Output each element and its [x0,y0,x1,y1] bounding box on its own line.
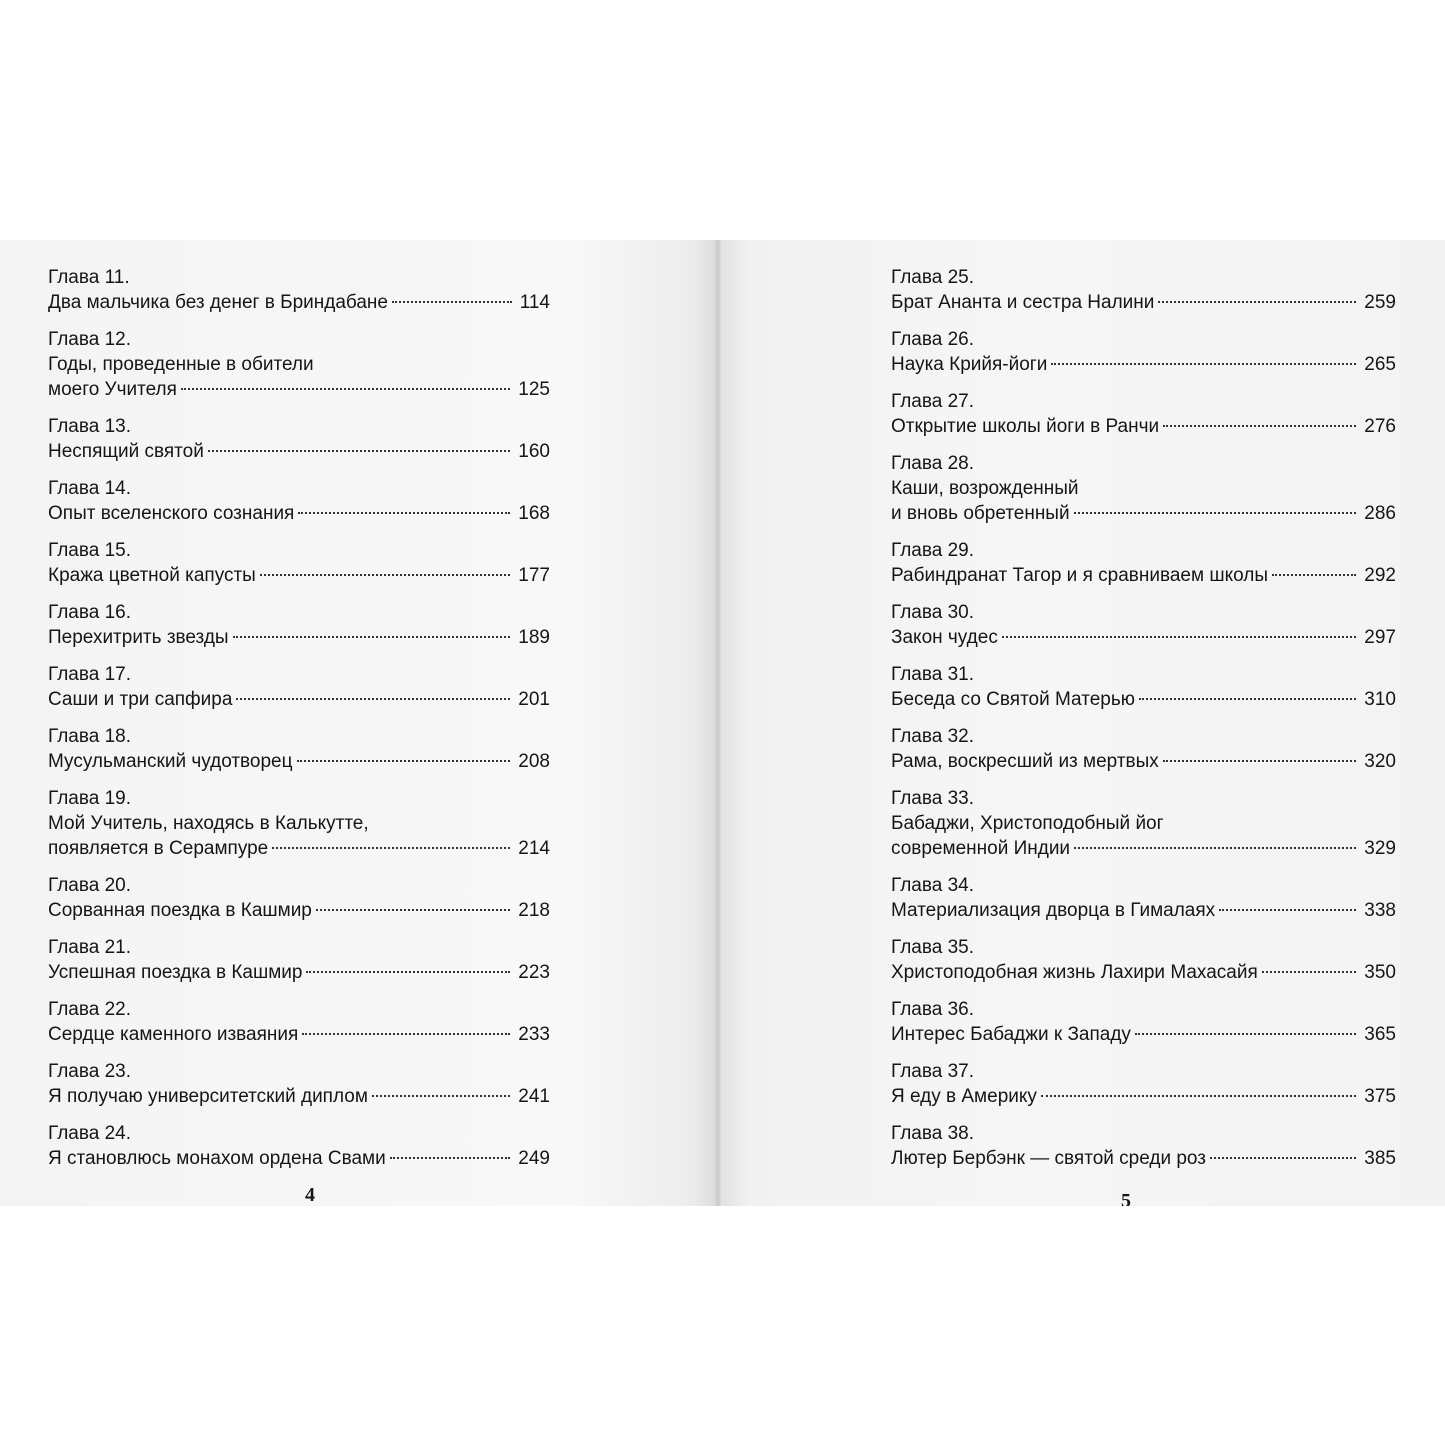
chapter-label: Глава 16. [48,602,132,623]
toc-entry [48,662,550,724]
dot-leader [1074,512,1357,514]
chapter-title-row [48,749,550,774]
toc-entry [48,265,550,327]
dot-leader [306,971,510,973]
chapter-page-number: 208 [518,751,550,772]
chapter-page-number: 160 [518,441,550,462]
chapter-title-row [48,625,550,650]
chapter-title-row [891,749,1396,774]
chapter-title-row [891,414,1396,439]
chapter-label: Глава 37. [891,1061,975,1082]
dot-leader [1163,425,1356,427]
chapter-label: Глава 13. [48,416,132,437]
chapter-title-row [48,290,550,315]
toc-entry [891,451,1396,538]
chapter-label: Глава 29. [891,540,975,561]
chapter-title: появляется в Серампуре [48,838,269,859]
chapter-title: Я становлюсь монахом ордена Свами [48,1148,386,1169]
toc-entry [891,265,1396,327]
chapter-title: Материализация дворца в Гималаях [891,900,1216,921]
dot-leader [1210,1157,1356,1159]
chapter-title: Рама, воскресший из мертвых [891,751,1159,772]
chapter-title: Два мальчика без денег в Бриндабане [48,292,388,313]
chapter-page-number: 320 [1364,751,1396,772]
chapter-page-number: 168 [518,503,550,524]
chapter-title: Перехитрить звезды [48,627,229,648]
chapter-title-row [48,836,550,861]
dot-leader [1051,363,1356,365]
chapter-title: моего Учителя [48,379,177,400]
chapter-label: Глава 33. [891,788,975,809]
right-page [721,240,1445,1206]
table-of-contents-left [48,265,550,1183]
chapter-page-number: 249 [518,1148,550,1169]
chapter-page-number: 297 [1364,627,1396,648]
dot-leader [181,388,510,390]
chapter-title: Христоподобная жизнь Лахири Махасайя [891,962,1258,983]
dot-leader [1158,301,1356,303]
chapter-title-row [48,1146,550,1171]
dot-leader [390,1157,511,1159]
toc-entry [891,935,1396,997]
chapter-page-number: 329 [1364,838,1396,859]
dot-leader [392,301,512,303]
chapter-title-row [891,1022,1396,1047]
dot-leader [372,1095,510,1097]
toc-entry [48,1059,550,1121]
toc-entry [891,873,1396,935]
chapter-label: Глава 23. [48,1061,132,1082]
toc-entry [891,327,1396,389]
toc-entry [891,538,1396,600]
chapter-title-row [48,1022,550,1047]
chapter-label: Глава 34. [891,875,975,896]
chapter-page-number: 286 [1364,503,1396,524]
chapter-title: Брат Ананта и сестра Налини [891,292,1155,313]
chapter-page-number: 276 [1364,416,1396,437]
chapter-page-number: 385 [1364,1148,1396,1169]
chapter-title: Я получаю университетский диплом [48,1086,368,1107]
chapter-page-number: 310 [1364,689,1396,710]
toc-entry [891,786,1396,873]
toc-entry [48,600,550,662]
dot-leader [1041,1095,1356,1097]
chapter-label: Глава 20. [48,875,132,896]
toc-entry [891,724,1396,786]
toc-entry [891,389,1396,451]
toc-entry [48,935,550,997]
chapter-title: Сорванная поездка в Кашмир [48,900,312,921]
dot-leader [1135,1033,1356,1035]
chapter-title-row [48,377,550,402]
dot-leader [1262,971,1357,973]
chapter-label: Глава 35. [891,937,975,958]
chapter-label: Глава 14. [48,478,132,499]
chapter-title: Саши и три сапфира [48,689,233,710]
chapter-label: Глава 24. [48,1123,132,1144]
chapter-label: Глава 18. [48,726,132,747]
toc-entry [48,997,550,1059]
chapter-title: современной Индии [891,838,1071,859]
chapter-label: Глава 12. [48,329,132,350]
chapter-page-number: 177 [518,565,550,586]
chapter-label: Глава 36. [891,999,975,1020]
chapter-title: Опыт вселенского сознания [48,503,295,524]
dot-leader [316,909,510,911]
table-of-contents-right [891,265,1396,1183]
toc-entry [891,662,1396,724]
chapter-title: Я еду в Америку [891,1086,1037,1107]
chapter-title-row [891,1084,1396,1109]
chapter-page-number: 365 [1364,1024,1396,1045]
chapter-label: Глава 30. [891,602,975,623]
toc-entry [891,1121,1396,1183]
chapter-title-row [48,439,550,464]
toc-entry [48,327,550,414]
chapter-title: Закон чудес [891,627,998,648]
chapter-page-number: 241 [518,1086,550,1107]
chapter-label: Глава 27. [891,391,975,412]
chapter-page-number: 292 [1364,565,1396,586]
chapter-label: Глава 32. [891,726,975,747]
chapter-title-row [48,898,550,923]
dot-leader [1002,636,1356,638]
toc-entry [48,538,550,600]
chapter-title-row [48,960,550,985]
chapter-page-number: 350 [1364,962,1396,983]
chapter-title-row [891,898,1396,923]
dot-leader [260,574,510,576]
chapter-title: Неспящий святой [48,441,204,462]
chapter-page-number: 125 [518,379,550,400]
chapter-page-number: 201 [518,689,550,710]
chapter-page-number: 338 [1364,900,1396,921]
chapter-title-line: Каши, возрожденный [891,478,1079,499]
chapter-page-number: 265 [1364,354,1396,375]
chapter-title-row [891,290,1396,315]
chapter-label: Глава 11. [48,267,130,288]
dot-leader [233,636,511,638]
dot-leader [302,1033,510,1035]
chapter-title-row [891,960,1396,985]
chapter-title-row [891,501,1396,526]
dot-leader [236,698,510,700]
dot-leader [298,512,510,514]
dot-leader [1163,760,1357,762]
chapter-page-number: 375 [1364,1086,1396,1107]
toc-entry [891,997,1396,1059]
dot-leader [1074,847,1356,849]
chapter-title: Кража цветной капусты [48,565,256,586]
dot-leader [297,760,511,762]
chapter-title-row [48,501,550,526]
chapter-title: Мусульманский чудотворец [48,751,293,772]
chapter-label: Глава 28. [891,453,975,474]
chapter-label: Глава 15. [48,540,132,561]
chapter-page-number: 223 [518,962,550,983]
toc-entry [891,600,1396,662]
chapter-page-number: 189 [518,627,550,648]
chapter-label: Глава 22. [48,999,132,1020]
chapter-label: Глава 17. [48,664,132,685]
chapter-title-row [48,687,550,712]
chapter-title-line: Бабаджи, Христоподобный йог [891,813,1164,834]
toc-entry [48,476,550,538]
toc-entry [48,724,550,786]
book-spread [0,240,1445,1206]
dot-leader [1272,574,1356,576]
chapter-title: Рабиндранат Тагор и я сравниваем школы [891,565,1268,586]
chapter-page-number: 233 [518,1024,550,1045]
dot-leader [1219,909,1356,911]
toc-entry [48,786,550,873]
page-number-left: 4 [305,1184,315,1206]
chapter-page-number: 114 [519,292,550,313]
dot-leader [1139,698,1356,700]
dot-leader [208,450,510,452]
chapter-title: Интерес Бабаджи к Западу [891,1024,1131,1045]
page-number-right: 5 [1121,1190,1131,1206]
chapter-label: Глава 25. [891,267,975,288]
chapter-title-row [48,1084,550,1109]
chapter-title-row [891,625,1396,650]
toc-entry [891,1059,1396,1121]
toc-entry [48,414,550,476]
chapter-title-row [891,563,1396,588]
chapter-label: Глава 21. [48,937,132,958]
chapter-title-row [891,352,1396,377]
chapter-title: Сердце каменного изваяния [48,1024,299,1045]
chapter-title: Лютер Бербэнк — святой среди роз [891,1148,1206,1169]
chapter-title: Беседа со Святой Матерью [891,689,1135,710]
chapter-title-line: Мой Учитель, находясь в Калькутте, [48,813,369,834]
chapter-title: Успешная поездка в Кашмир [48,962,303,983]
chapter-title-row [891,687,1396,712]
chapter-label: Глава 26. [891,329,975,350]
chapter-title-row [891,1146,1396,1171]
chapter-title-row [48,563,550,588]
chapter-title: Открытие школы йоги в Ранчи [891,416,1160,437]
chapter-page-number: 259 [1364,292,1396,313]
chapter-label: Глава 31. [891,664,975,685]
toc-entry [48,1121,550,1183]
left-page [0,240,715,1206]
chapter-page-number: 214 [518,838,550,859]
chapter-label: Глава 38. [891,1123,975,1144]
toc-entry [48,873,550,935]
chapter-label: Глава 19. [48,788,132,809]
chapter-title: и вновь обретенный [891,503,1070,524]
chapter-title-row [891,836,1396,861]
dot-leader [272,847,510,849]
chapter-title-line: Годы, проведенные в обители [48,354,314,375]
chapter-title: Наука Крийя-йоги [891,354,1048,375]
chapter-page-number: 218 [518,900,550,921]
